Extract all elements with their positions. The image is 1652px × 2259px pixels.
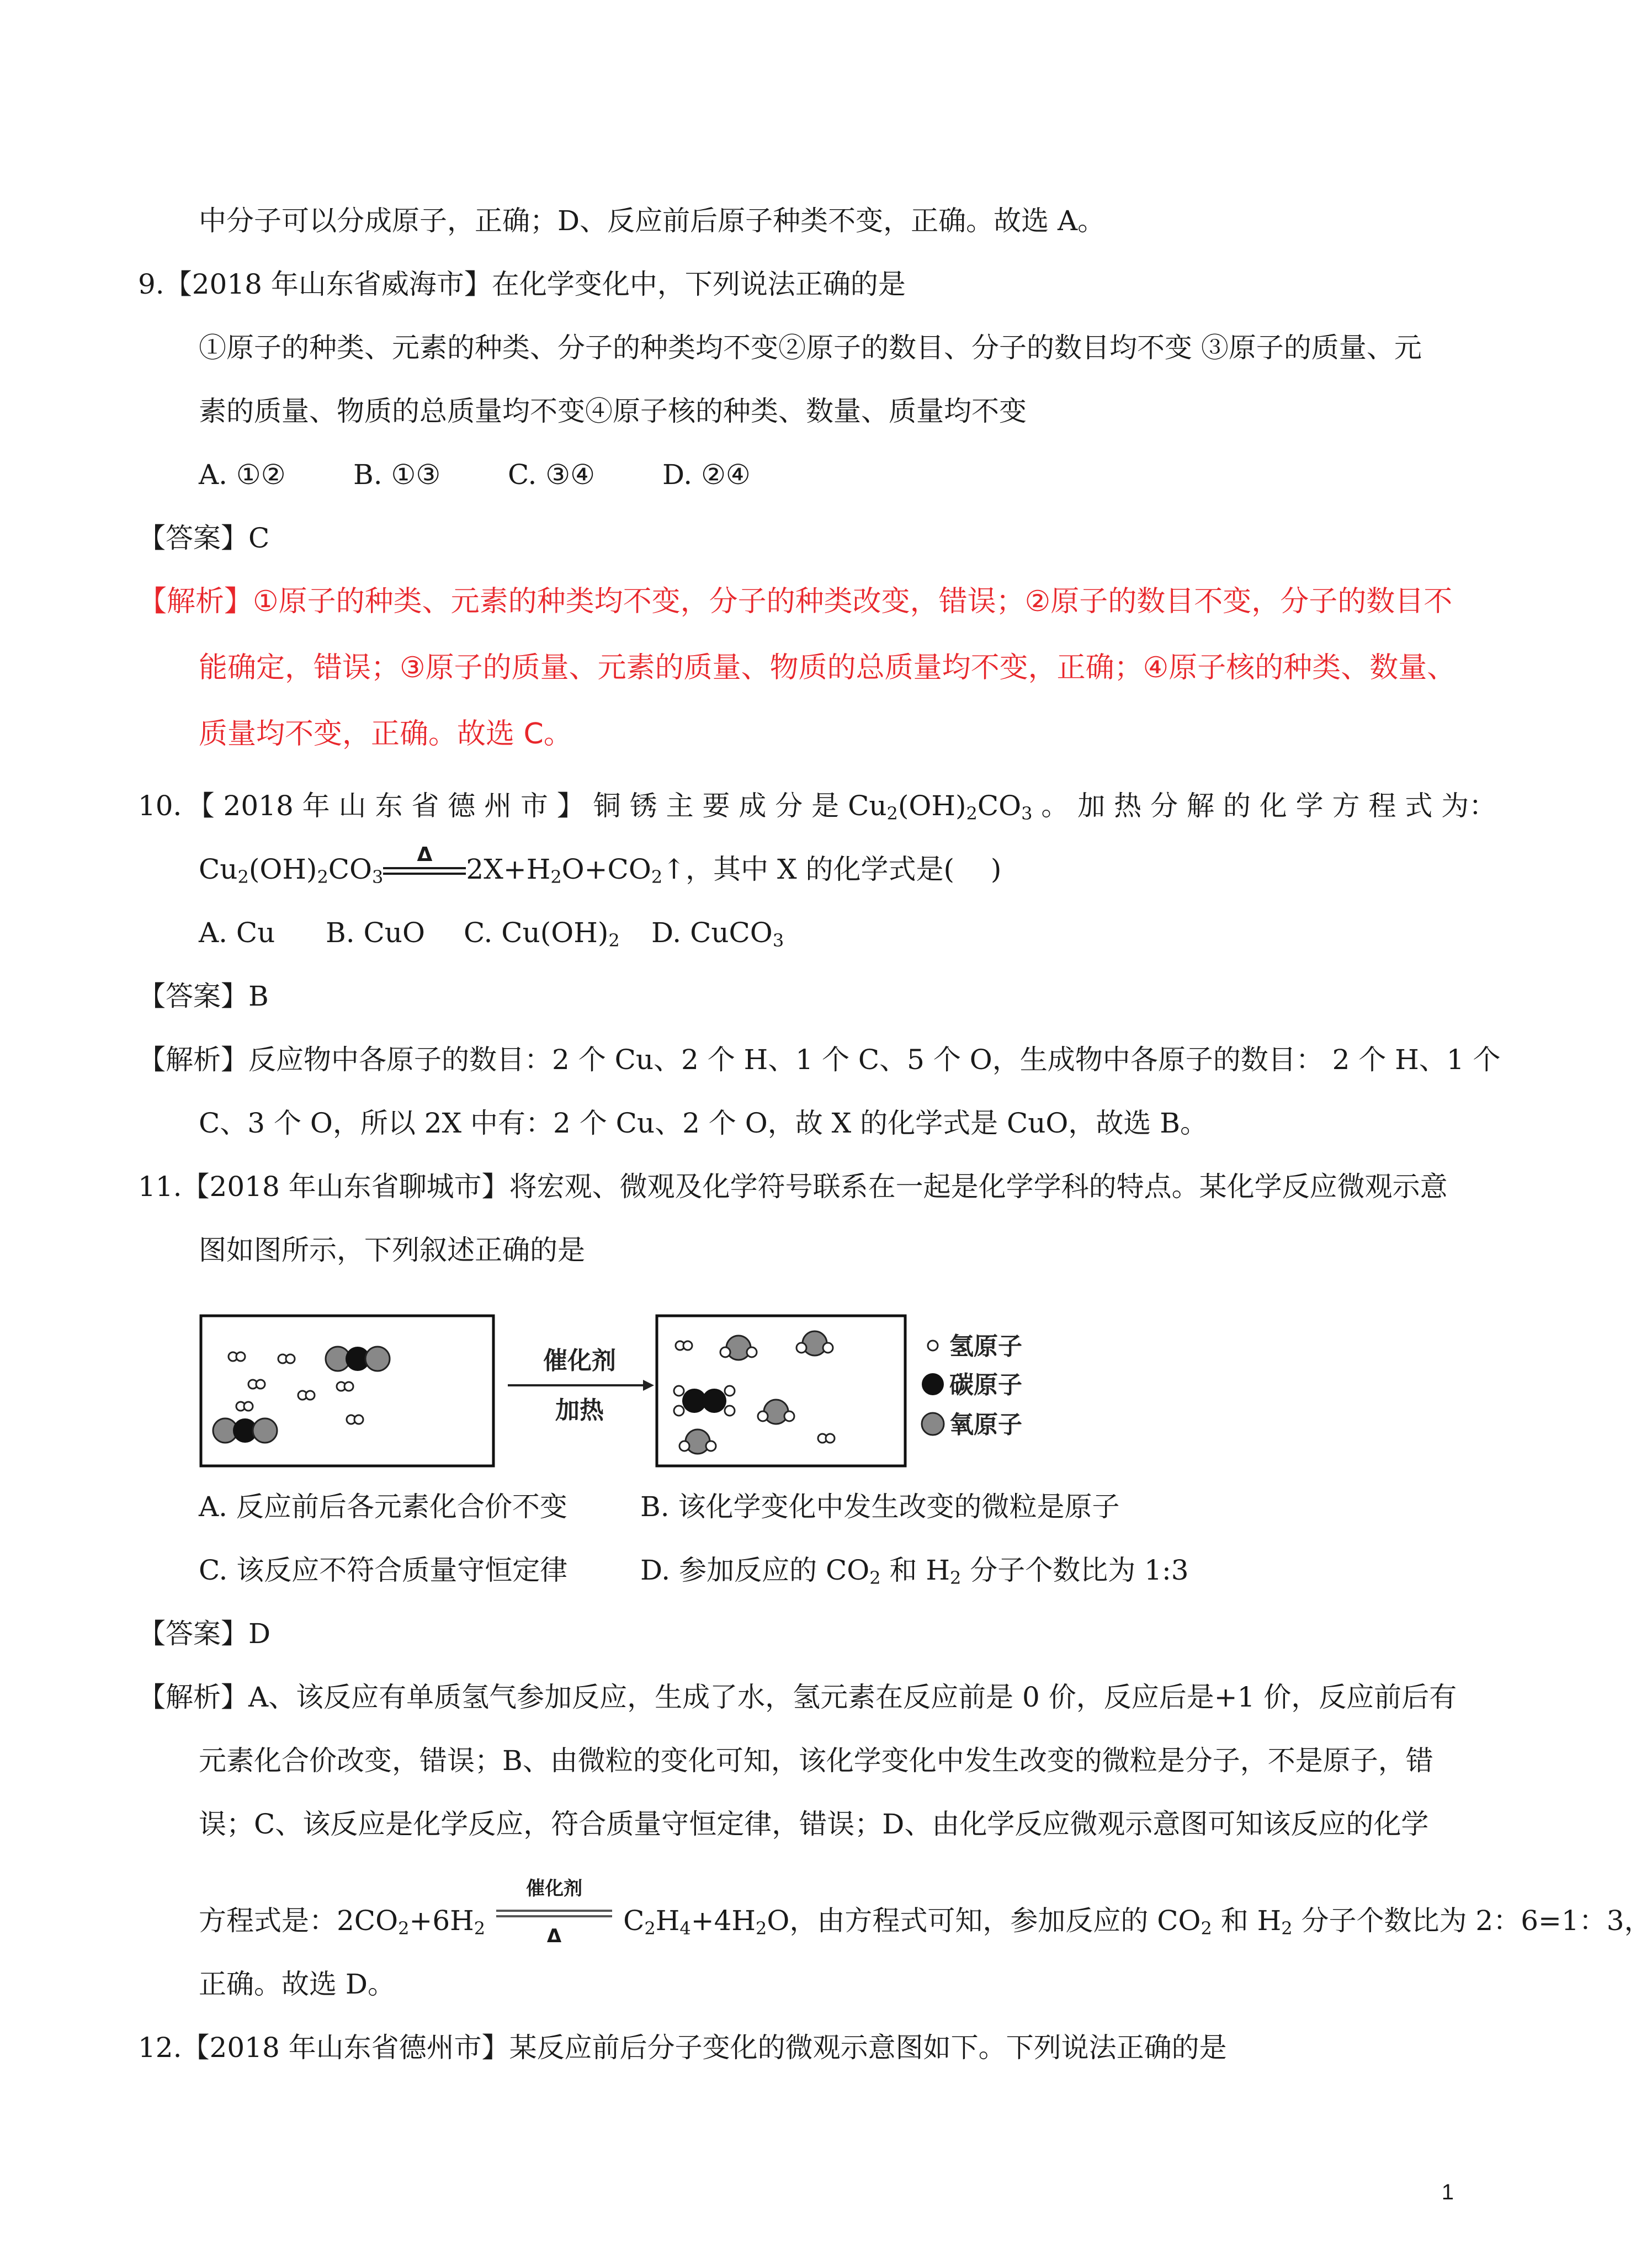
page-number: 1 bbox=[1441, 2180, 1454, 2204]
q9-option-a: A. ①② bbox=[199, 459, 286, 491]
q9-option-b: B. ①③ bbox=[353, 459, 441, 491]
q11-option-b: B. 该化学变化中发生改变的微粒是原子 bbox=[640, 1491, 1120, 1523]
delta-icon: Δ bbox=[546, 1925, 562, 1947]
q10-option-c: C. $Cu(OH)_2$ bbox=[464, 917, 620, 951]
q10-option-b: B. CuO bbox=[326, 917, 425, 949]
q10-answer: 【答案】B bbox=[138, 980, 269, 1012]
continued-text: 中分子可以分成原子，正确；D、反应前后原子种类不变，正确。故选 A。 bbox=[199, 205, 1106, 237]
q10-analysis-2: C、3 个 O，所以 2X 中有：2 个 Cu、2 个 O，故 X 的化学式是 CuO，故选 B。 bbox=[199, 1107, 1208, 1139]
delta-icon: Δ bbox=[417, 843, 433, 866]
q11-option-a: A. 反应前后各元素化合价不变 bbox=[199, 1491, 567, 1523]
legend bbox=[922, 1332, 1022, 1439]
q11-analysis-1: 【解析】A、该反应有单质氢气参加反应，生成了水，氢元素在反应前是 0 价，反应后是+1 价，反应前后有 bbox=[138, 1681, 1457, 1713]
q10-analysis-1: 【解析】反应物中各原子的数目：2 个 Cu、2 个 H、1 个 C、5 个 O，生成物中各原子的数目： 2 个 H、1 个 bbox=[138, 1044, 1501, 1076]
q9-stem: 9.【2018 年山东省威海市】在化学变化中，下列说法正确的是 bbox=[138, 268, 906, 300]
arrow-head-icon bbox=[643, 1380, 654, 1391]
q11-answer: 【答案】D bbox=[138, 1618, 271, 1650]
q11-stem-2: 图如图所示，下列叙述正确的是 bbox=[199, 1234, 585, 1266]
q11-analysis-4: 方程式是：$2CO_2+6H_2$ 催化剂 Δ $C_2H_4+4H_2O$，由方程式可知，参加反应的 $CO_2$ 和 $H_2$ 分子个数比为 2：6=1：3， bbox=[199, 1904, 1652, 1937]
q9-option-d: D. ②④ bbox=[662, 459, 751, 491]
q9-analysis-1: 【解析】①原子的种类、元素的种类均不变，分子的种类改变，错误；②原子的数目不变，分子的数目不 bbox=[138, 585, 1453, 618]
q10-equation bbox=[199, 843, 1002, 887]
q9-option-c: C. ③④ bbox=[508, 459, 595, 491]
carbon-atom-icon bbox=[922, 1373, 944, 1395]
q9-answer: 【答案】C bbox=[138, 522, 270, 554]
oxygen-atom-icon bbox=[922, 1413, 944, 1435]
q11-analysis-5: 正确。故选 D。 bbox=[199, 1968, 395, 2000]
q10-option-a: A. Cu bbox=[199, 917, 275, 949]
q11-analysis-2: 元素化合价改变，错误；B、由微粒的变化可知，该化学变化中发生改变的微粒是分子，不是原子，错 bbox=[199, 1745, 1433, 1777]
q9-statement-1: ①原子的种类、元素的种类、分子的种类均不变②原子的数目、分子的数目均不变 ③原子的质量、元 bbox=[199, 332, 1422, 364]
q10-eq-reactant: $Cu_2(OH)_2CO_3$ bbox=[199, 853, 384, 887]
q9-analysis-3: 质量均不变，正确。故选 C。 bbox=[199, 717, 572, 751]
q10-stem-text: 10．【 2018 年 山 东 省 德 州 市 】 铜 锈 主 要 成 分 是 bbox=[138, 790, 840, 822]
co2-molecule-before-1 bbox=[326, 1347, 390, 1371]
legend-oxygen: 氧原子 bbox=[949, 1411, 1022, 1439]
q11-option-c: C. 该反应不符合质量守恒定律 bbox=[199, 1554, 568, 1586]
q12-stem: 12.【2018 年山东省德州市】某反应前后分子变化的微观示意图如下。下列说法正确的是 bbox=[138, 2032, 1227, 2064]
q11-analysis-3: 误；C、该反应是化学反应，符合质量守恒定律，错误；D、由化学反应微观示意图可知该反应的化学 bbox=[199, 1808, 1429, 1840]
q10-option-d: D. CuCO$_3$ bbox=[651, 917, 784, 951]
co2-molecule-before-2 bbox=[213, 1418, 277, 1443]
arrow-catalyst-label: 催化剂 bbox=[543, 1347, 616, 1375]
catalyst-label: 催化剂 bbox=[526, 1878, 583, 1900]
legend-hydrogen: 氢原子 bbox=[949, 1332, 1022, 1360]
reaction-diagram bbox=[199, 1314, 1054, 1468]
q10-eq-tail: ↑，其中 X 的化学式是( ) bbox=[662, 853, 1002, 885]
q9-analysis-2: 能确定，错误；③原子的质量、元素的质量、物质的总质量均不变，正确；④原子核的种类、数量、 bbox=[199, 651, 1456, 684]
q11-option-d: D. 参加反应的 $CO_2$ 和 $H_2$ 分子个数比为 1:3 bbox=[640, 1554, 1189, 1588]
q9-statement-2: 素的质量、物质的总质量均不变④原子核的种类、数量、质量均不变 bbox=[199, 395, 1027, 427]
q10-eq-sign bbox=[383, 843, 466, 886]
q11-eq-sign bbox=[496, 1878, 612, 1947]
q10-formula: $Cu_2(OH)_2CO_3$ bbox=[848, 790, 1033, 824]
q10-stem bbox=[138, 789, 1496, 822]
q11-stem: 11.【2018 年山东省聊城市】将宏观、微观及化学符号联系在一起是化学学科的特点。某化学反应微观示意 bbox=[138, 1171, 1448, 1203]
hydrogen-atom-icon bbox=[928, 1341, 938, 1351]
q10-stem-tail: 。 加 热 分 解 的 化 学 方 程 式 为： bbox=[1041, 790, 1497, 822]
legend-carbon: 碳原子 bbox=[949, 1371, 1022, 1399]
arrow-heat-label: 加热 bbox=[555, 1396, 604, 1425]
q10-eq-products: $2X+H_2O+CO_2$ bbox=[466, 853, 663, 887]
